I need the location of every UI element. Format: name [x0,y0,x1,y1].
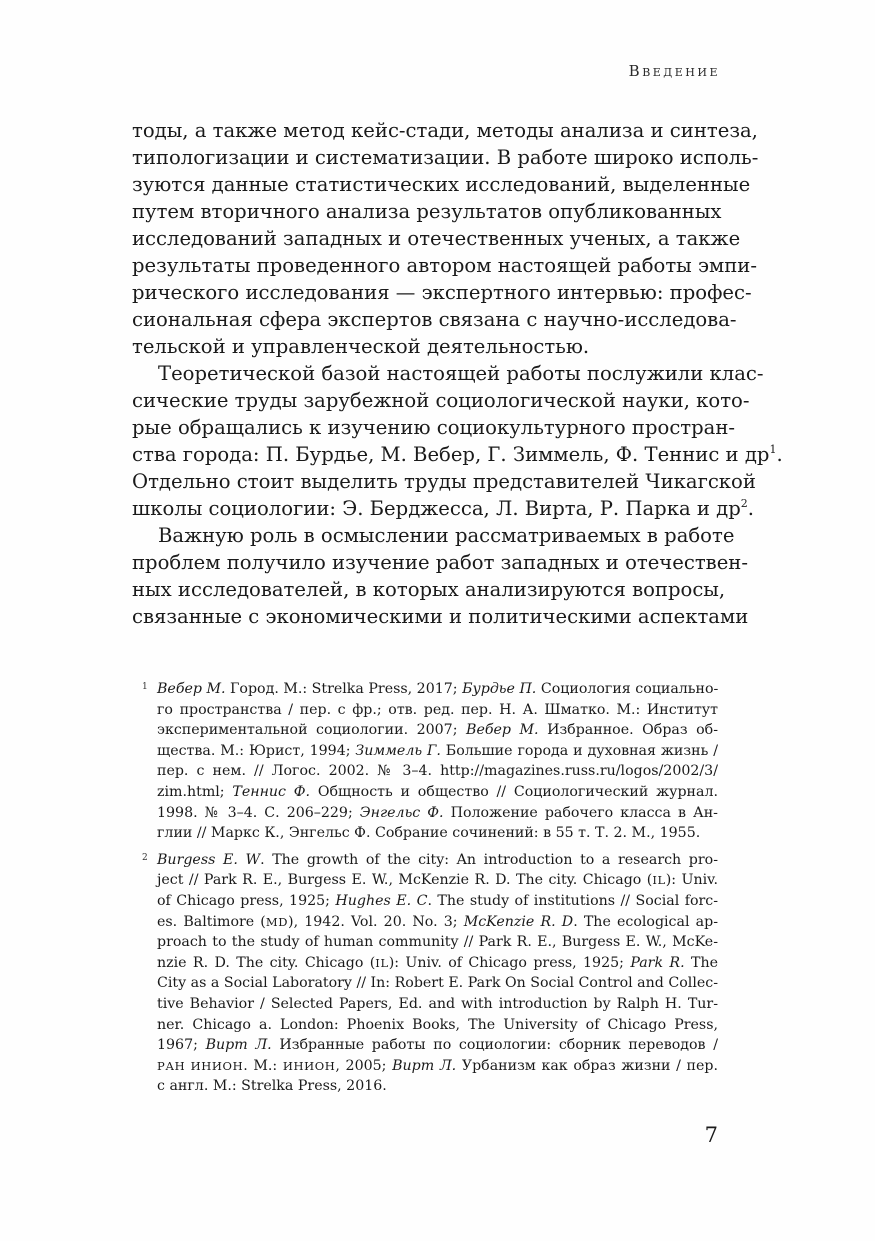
citation-text: . The ecological ap- [573,913,718,930]
citation-author: McKenzie R. D [463,913,574,930]
citation-author: Зиммель Г. [355,742,441,759]
footnote-line [157,803,718,824]
body-line: зуются данные статистических исследований, выделенные [132,173,751,196]
footnote-line [157,912,718,933]
footnote-ref-2-tail: . [747,497,754,520]
footnote-number: 2 [142,852,148,863]
body-line-with-note-1 [132,441,783,468]
citation-text: Избранные работы по социологии: сборник переводов / [271,1037,718,1054]
citation-text: Город. М.: Strelka Press, 2017; [225,681,463,697]
state-abbreviation: IL [375,955,389,970]
footnote-line [157,1035,718,1056]
footnote-ref-1[interactable]: 1 [769,443,777,456]
citation-text: . The study of institutions // Social forc- [427,892,719,909]
footnote-line [157,932,718,953]
body-line: Отдельно стоит выделить труды представителей Чикагской [132,470,756,493]
footnote-line [157,679,718,700]
citation-author: Вебер М. [157,681,226,697]
footnote-2 [142,850,719,1097]
footnote-number: 1 [142,682,148,692]
footnote-line [157,1056,718,1077]
institution-abbreviation: ИНИОН [282,1058,336,1073]
state-abbreviation: MD [265,914,289,929]
footnote-line [157,973,718,994]
running-header: Введение [628,62,720,80]
footnote-line [157,891,718,912]
citation-text: Избранное. Образ об- [538,722,718,739]
citation-text: Урбанизм как образ жизни / пер. [456,1057,718,1074]
body-line: тельской и управленческой деятельностью. [132,335,590,358]
body-line-text: ства города: П. Бурдье, М. Вебер, Г. Зиммель, Ф. Теннис и др [132,443,770,466]
citation-text: глии // Маркс К., Энгельс Ф. Собрание сочинений: в 55 т. Т. 2. М., 1955. [157,825,701,842]
citation-text: экспериментальной социологии. 2007; [157,722,467,739]
institution-abbreviation: РАН ИНИОН [157,1058,244,1073]
body-line: исследований западных и отечественных ученых, а также [132,227,741,250]
citation-text: 1967; [157,1037,206,1054]
body-line: сиональная сфера экспертов связана с научно-исследова- [132,308,737,331]
body-line: результаты проведенного автором настоящей работы эмпи- [132,254,757,277]
body-line: рического исследования — экспертного интервью: профес- [132,281,752,304]
citation-text: . М.: [243,1057,283,1074]
footnote-ref-1-tail: . [776,443,783,466]
citation-text: zim.html; [157,783,233,800]
citation-text: ject // Park R. E., Burgess E. W., McKenzie R. D. The city. Chicago ( [157,872,653,889]
footnote-line [157,994,718,1015]
footnote-line [157,782,718,803]
footnote-line [157,761,718,782]
citation-author: Вирт Л. [205,1037,272,1054]
body-line-with-note-2 [132,495,754,522]
footnote-line [157,700,718,721]
citation-text: го пространства / пер. с фр.; отв. ред. пер. Н. А. Шматко. М.: Институт [157,701,718,718]
citation-text: nzie R. D. The city. Chicago ( [157,954,376,971]
citation-text: , 2005; [335,1057,393,1074]
citation-text: пер. с нем. // Логос. 2002. № 3–4. http://magazines.russ.ru/logos/2002/3/ [157,763,718,780]
footnote-line [157,741,718,762]
citation-author: Hughes E. C [335,892,428,909]
citation-author: Вирт Л. [392,1057,457,1074]
page-number: 7 [704,1123,718,1147]
footnote-line [157,953,718,974]
citation-text: Общность и общество // Социологический журнал. [310,783,718,800]
citation-text: of Chicago press, 1925; [157,892,336,909]
citation-text: ): Univ. of Chicago press, 1925; [388,954,631,971]
body-line: Важную роль в осмыслении рассматриваемых в работе [158,524,735,547]
citation-text: Положение рабочего класса в Ан- [443,804,718,821]
citation-text: Социология социально- [536,681,719,697]
body-line: ных исследователей, в которых анализируются вопросы, [132,578,726,601]
footnote-line [157,1076,718,1097]
body-line: проблем получило изучение работ западных и отечествен- [132,551,748,574]
footnotes [142,679,719,1103]
citation-author: Энгельс Ф. [359,804,444,821]
footnote-line [157,720,718,741]
main-text [132,117,783,630]
citation-text: tive Behavior / Selected Papers, Ed. and with introduction by Ralph H. Tur- [157,995,718,1012]
citation-author: Бурдье П. [462,681,537,697]
citation-text: proach to the study of human community // Park R. E., Burgess E. W., McKe- [157,934,718,951]
state-abbreviation: IL [652,873,666,888]
citation-text: es. Baltimore ( [157,913,266,930]
citation-text: ner. Chicago a. London: Phoenix Books, The University of Chicago Press, [157,1016,718,1033]
citation-author: Burgess E. W [157,851,261,868]
citation-text: щества. М.: Юрист, 1994; [157,742,356,759]
footnote-ref-2[interactable]: 2 [740,497,748,510]
citation-text: City as a Social Laboratory // In: Robert E. Park On Social Control and Collec- [157,975,718,992]
footnote-line [157,870,718,891]
footnote-line [157,850,718,871]
body-line: тоды, а также метод кейс-стади, методы анализа и синтеза, [132,119,758,142]
citation-text: ), 1942. Vol. 20. No. 3; [288,913,464,930]
body-line: Теоретической базой настоящей работы послужили клас- [158,362,764,385]
citation-text: Большие города и духовная жизнь / [440,742,718,759]
citation-author: Теннис Ф. [232,783,311,800]
citation-text: The [684,954,719,971]
body-line: рые обращались к изучению социокультурного простран- [132,416,736,439]
citation-text: 1998. № 3–4. С. 206–229; [157,804,360,821]
body-line: путем вторичного анализа результатов опубликованных [132,200,722,223]
body-line: связанные с экономическими и политическими аспектами [132,605,749,628]
footnote-line [157,823,718,844]
citation-text: ): Univ. [665,872,718,889]
footnote-line [157,1015,718,1036]
body-line: сические труды зарубежной социологической науки, кото- [132,389,750,412]
body-line: типологизации и систематизации. В работе широко исполь- [132,146,759,169]
footnote-1 [142,679,719,844]
citation-text: с англ. М.: Strelka Press, 2016. [157,1078,387,1095]
body-line-text: школы социологии: Э. Берджесса, Л. Вирта, Р. Парка и др [132,497,741,520]
citation-author: Вебер М. [466,722,539,739]
citation-author: Park R. [630,954,685,971]
citation-text: . The growth of the city: An introduction to a research pro- [260,851,718,868]
